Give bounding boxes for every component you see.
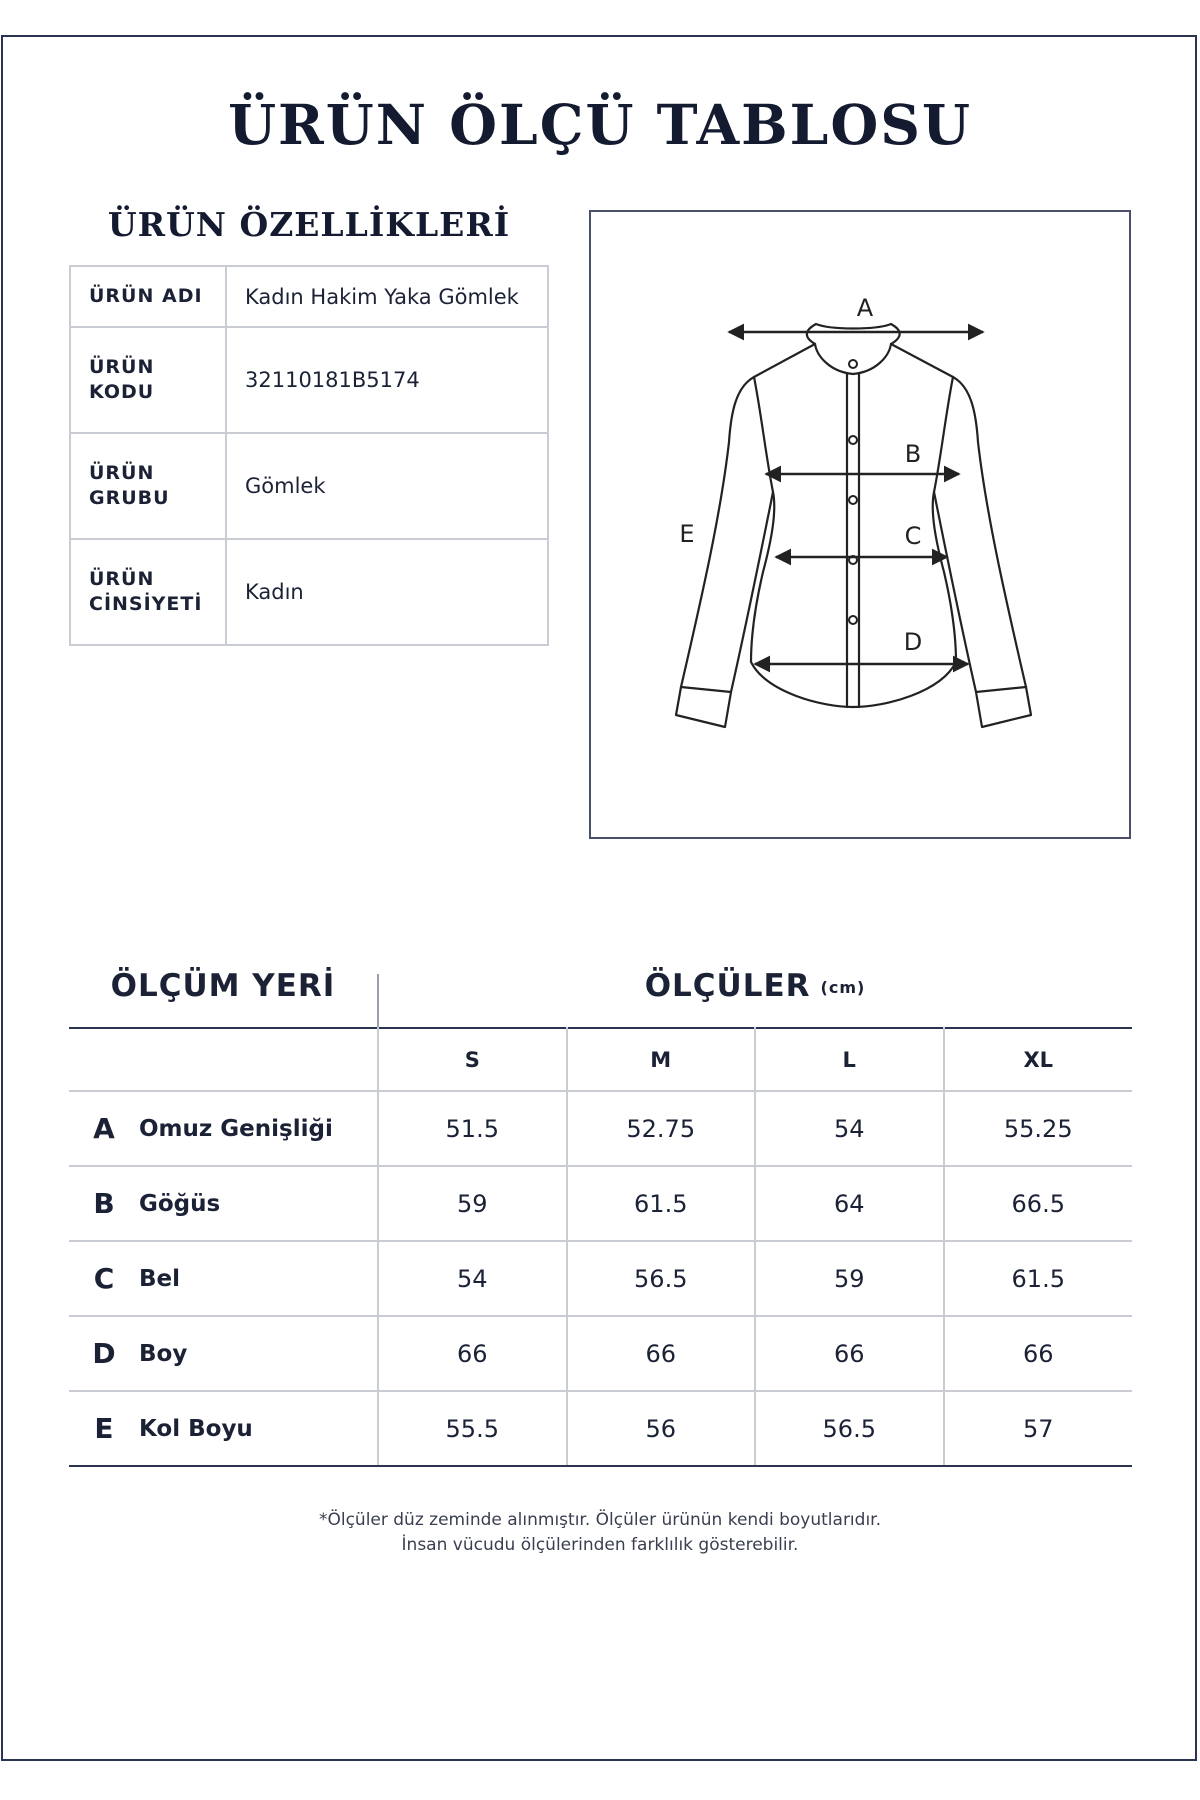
size-value: 55.25 bbox=[944, 1091, 1133, 1166]
size-value: 66 bbox=[567, 1316, 756, 1391]
table-row bbox=[69, 1241, 1132, 1316]
row-name: Kol Boyu bbox=[139, 1391, 378, 1466]
table-row bbox=[69, 1166, 1132, 1241]
size-value: 54 bbox=[755, 1091, 944, 1166]
diagram-label-c: C bbox=[904, 522, 922, 550]
features-heading: ÜRÜN ÖZELLİKLERİ bbox=[107, 205, 511, 244]
row-letter: C bbox=[69, 1241, 139, 1316]
table-row bbox=[69, 1091, 1132, 1166]
footnote bbox=[0, 1508, 1200, 1558]
size-value: 56.5 bbox=[567, 1241, 756, 1316]
size-header-row bbox=[69, 1028, 1132, 1091]
feature-label: ÜRÜN KODU bbox=[70, 327, 226, 433]
measurement-table bbox=[69, 1027, 1132, 1467]
features-row bbox=[70, 266, 548, 327]
feature-value: Gömlek bbox=[226, 433, 548, 539]
feature-label: ÜRÜN CİNSİYETİ bbox=[70, 539, 226, 645]
size-value: 59 bbox=[378, 1166, 567, 1241]
row-name: Boy bbox=[139, 1316, 378, 1391]
footnote-line-2: İnsan vücudu ölçülerinden farklılık gösterebilir. bbox=[401, 1535, 799, 1555]
feature-value: Kadın Hakim Yaka Gömlek bbox=[226, 266, 548, 327]
empty-cell bbox=[139, 1028, 378, 1091]
size-value: 66 bbox=[944, 1316, 1133, 1391]
size-value: 61.5 bbox=[944, 1241, 1133, 1316]
row-name: Omuz Genişliği bbox=[139, 1091, 378, 1166]
diagram-label-b: B bbox=[904, 440, 922, 468]
size-value: 57 bbox=[944, 1391, 1133, 1466]
measurement-place-heading: ÖLÇÜM YERİ bbox=[110, 968, 336, 1004]
size-value: 64 bbox=[755, 1166, 944, 1241]
features-row bbox=[70, 539, 548, 645]
size-value: 66 bbox=[755, 1316, 944, 1391]
row-letter: A bbox=[69, 1091, 139, 1166]
footnote-line-1: *Ölçüler düz zeminde alınmıştır. Ölçüler ürünün kendi boyutlarıdır. bbox=[318, 1510, 882, 1530]
row-name: Bel bbox=[139, 1241, 378, 1316]
sizes-heading-text: ÖLÇÜLER bbox=[644, 968, 811, 1004]
feature-label: ÜRÜN GRUBU bbox=[70, 433, 226, 539]
unit-label: (cm) bbox=[820, 978, 866, 997]
table-row bbox=[69, 1316, 1132, 1391]
size-value: 54 bbox=[378, 1241, 567, 1316]
row-letter: B bbox=[69, 1166, 139, 1241]
size-value: 66.5 bbox=[944, 1166, 1133, 1241]
features-row bbox=[70, 433, 548, 539]
empty-cell bbox=[69, 1028, 139, 1091]
size-value: 55.5 bbox=[378, 1391, 567, 1466]
shirt-diagram-icon bbox=[591, 212, 1129, 837]
size-value: 61.5 bbox=[567, 1166, 756, 1241]
features-row bbox=[70, 327, 548, 433]
page-title: ÜRÜN ÖLÇÜ TABLOSU bbox=[228, 92, 972, 157]
diagram-label-a: A bbox=[856, 294, 874, 322]
feature-value: Kadın bbox=[226, 539, 548, 645]
diagram-label-e: E bbox=[679, 520, 695, 548]
feature-label: ÜRÜN ADI bbox=[70, 266, 226, 327]
measurement-sizes-heading bbox=[378, 968, 1132, 1004]
size-value: 59 bbox=[755, 1241, 944, 1316]
size-value: 56 bbox=[567, 1391, 756, 1466]
row-letter: E bbox=[69, 1391, 139, 1466]
row-name: Göğüs bbox=[139, 1166, 378, 1241]
shirt-diagram bbox=[589, 210, 1131, 839]
size-value: 51.5 bbox=[378, 1091, 567, 1166]
diagram-label-d: D bbox=[903, 628, 923, 656]
size-header: M bbox=[567, 1028, 756, 1091]
size-value: 56.5 bbox=[755, 1391, 944, 1466]
table-row bbox=[69, 1391, 1132, 1466]
features-table bbox=[69, 265, 549, 646]
feature-value: 32110181B5174 bbox=[226, 327, 548, 433]
size-header: XL bbox=[944, 1028, 1133, 1091]
size-header: S bbox=[378, 1028, 567, 1091]
size-value: 66 bbox=[378, 1316, 567, 1391]
size-header: L bbox=[755, 1028, 944, 1091]
size-value: 52.75 bbox=[567, 1091, 756, 1166]
row-letter: D bbox=[69, 1316, 139, 1391]
